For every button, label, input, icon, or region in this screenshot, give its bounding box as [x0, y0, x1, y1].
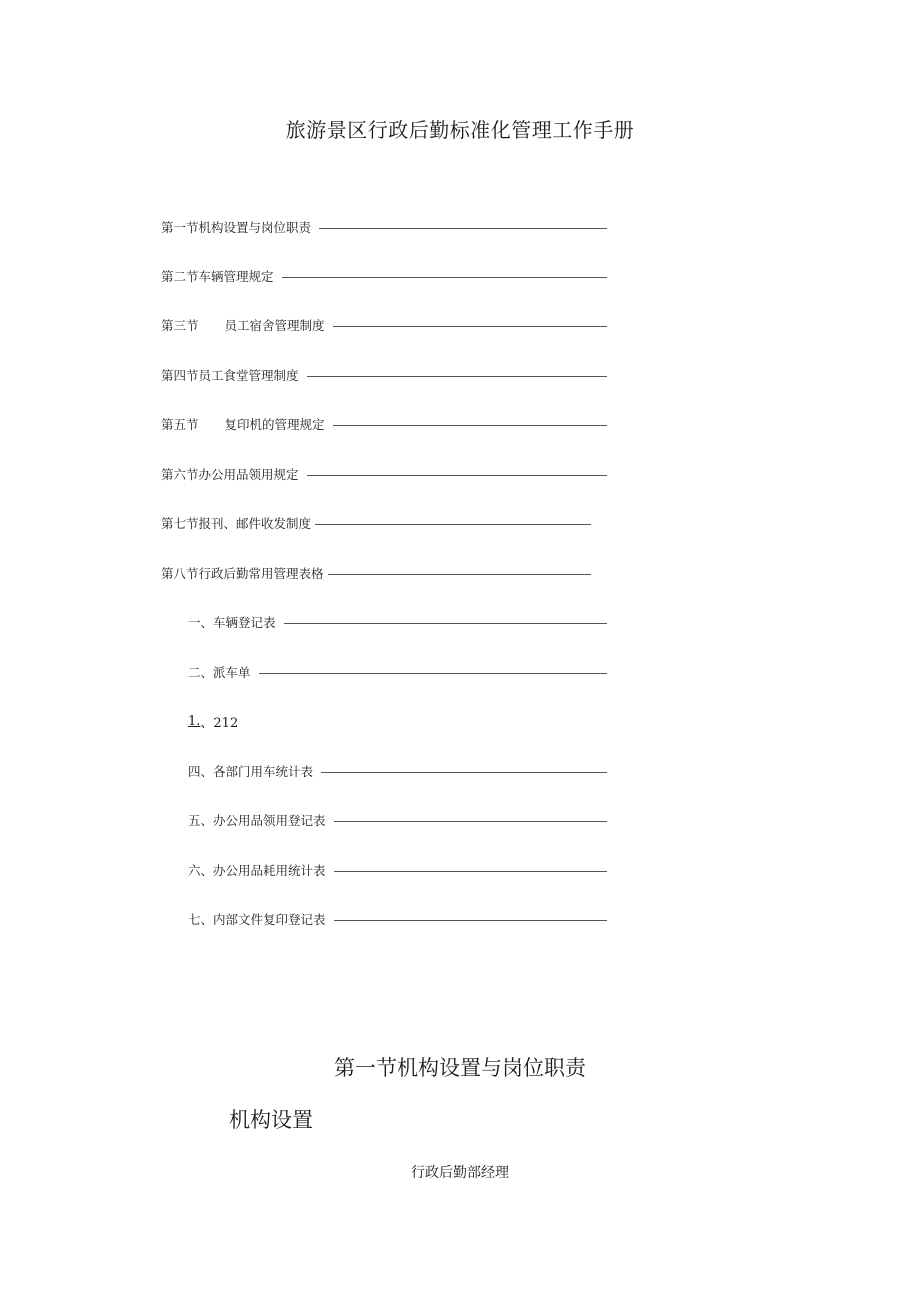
toc-item[interactable] [188, 612, 607, 632]
toc-leader [259, 673, 607, 674]
toc-label: 复印机的管理规定 [224, 417, 325, 432]
toc-leader [328, 574, 591, 575]
toc-item[interactable] [161, 217, 607, 237]
toc-item[interactable] [188, 810, 607, 830]
toc-label: 六、办公用品耗用统计表 [188, 863, 326, 878]
toc-leader [334, 871, 607, 872]
toc-leader [315, 524, 591, 525]
toc-leader [307, 376, 607, 377]
org-chart-top-node: 行政后勤部经理 [411, 1165, 509, 1181]
toc-item[interactable] [188, 711, 308, 731]
toc-leader [334, 920, 607, 921]
toc-item[interactable] [161, 266, 607, 286]
toc-label-prefix: 第三节 [161, 318, 199, 333]
section-subheading: 机构设置 [229, 1108, 313, 1132]
toc-number: 1. [188, 713, 201, 729]
section-heading: 第一节机构设置与岗位职责 [334, 1056, 586, 1080]
toc-label: 第八节行政后勤常用管理表格 [161, 566, 324, 581]
toc-label: 一、车辆登记表 [188, 615, 276, 630]
toc-label: 五、办公用品领用登记表 [188, 813, 326, 828]
toc-label: 第一节机构设置与岗位职责 [161, 220, 312, 235]
toc-leader [321, 772, 607, 773]
toc-label: 员工宿舍管理制度 [224, 318, 325, 333]
toc-label: 四、各部门用车统计表 [188, 764, 314, 779]
toc-item[interactable] [161, 513, 591, 533]
toc-label: 第七节报刊、邮件收发制度 [161, 516, 312, 531]
toc-leader [333, 326, 607, 327]
toc-leader [284, 623, 607, 624]
toc-label: 二、派车单 [188, 665, 251, 680]
toc-label: 第六节办公用品领用规定 [161, 467, 299, 482]
toc-item[interactable] [161, 315, 607, 335]
toc-label: 、212 [200, 715, 239, 731]
toc-item[interactable] [161, 414, 607, 434]
toc-item[interactable] [188, 662, 607, 682]
toc-label: 第四节员工食堂管理制度 [161, 368, 299, 383]
toc-leader [307, 475, 607, 476]
document-title: 旅游景区行政后勤标准化管理工作手册 [285, 118, 635, 142]
toc-item[interactable] [188, 909, 607, 929]
toc-label-prefix: 第五节 [161, 417, 199, 432]
toc-item[interactable] [188, 761, 607, 781]
toc-item[interactable] [161, 464, 607, 484]
toc-leader [282, 277, 607, 278]
toc-leader [333, 425, 607, 426]
toc-label: 七、内部文件复印登记表 [188, 912, 326, 927]
toc-leader [319, 228, 607, 229]
toc-item[interactable] [161, 563, 591, 583]
toc-label: 第二节车辆管理规定 [161, 269, 274, 284]
toc-item[interactable] [161, 365, 607, 385]
toc-item[interactable] [188, 860, 607, 880]
toc-leader [334, 821, 607, 822]
